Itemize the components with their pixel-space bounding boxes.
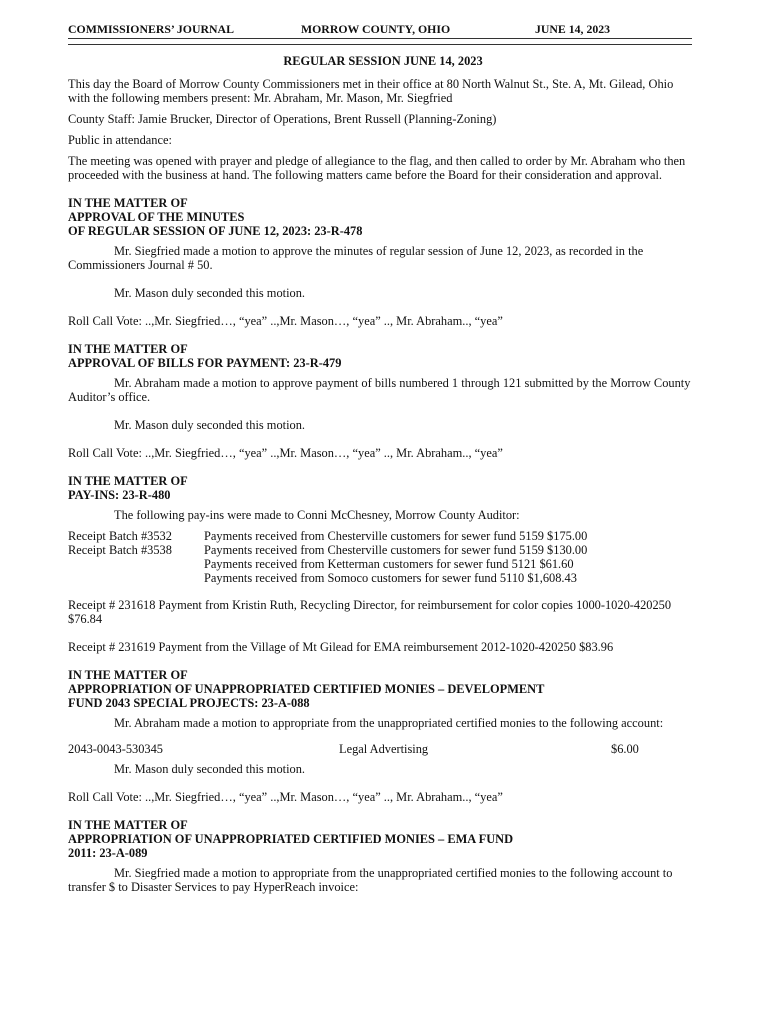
journal-page [68,22,698,901]
heading-line: IN THE MATTER OF [68,196,188,210]
journal-date: JUNE 14, 2023 [535,22,611,36]
heading-line: 2011: 23-A-089 [68,846,148,860]
heading-line: APPROVAL OF BILLS FOR PAYMENT: 23-R-479 [68,356,342,370]
members-present-paragraph: This day the Board of Morrow County Commissioners met in their office at 80 North Walnut St., Ste. A, Mt. Gilead, Ohio with the following members present: Mr. Abraham, Mr. Mason, Mr. Siegfried [68,77,674,105]
receipt-batch-label [68,571,204,585]
motion-paragraph: Mr. Abraham made a motion to appropriate from the unappropriated certified monies to the following account: [114,716,664,730]
account-amount: $6.00 [611,742,639,756]
header-divider [68,38,692,45]
journal-name: COMMISSIONERS’ JOURNAL [68,22,234,36]
heading-line: OF REGULAR SESSION OF JUNE 12, 2023: 23-R-478 [68,224,363,238]
heading-line: IN THE MATTER OF [68,474,188,488]
heading-line: IN THE MATTER OF [68,818,188,832]
receipt-batch-row [68,543,698,557]
journal-header [68,22,698,38]
heading-line: IN THE MATTER OF [68,668,188,682]
session-title: REGULAR SESSION JUNE 14, 2023 [283,54,483,68]
receipt-batch-row [68,557,698,571]
receipt-batch-text: Payments received from Ketterman customers for sewer fund 5121 $61.60 [204,557,574,571]
receipt-batch-list [68,529,698,585]
roll-call-vote: Roll Call Vote: ..,Mr. Siegfried…, “yea” ..,Mr. Mason…, “yea” .., Mr. Abraham.., “yea” [68,314,503,328]
receipt-paragraph: Receipt # 231618 Payment from Kristin Ruth, Recycling Director, for reimbursement for color copies 1000-1020-420250 $76.84 [68,598,672,626]
receipt-batch-label: Receipt Batch #3538 [68,543,172,557]
account-row [68,742,698,758]
receipt-batch-row [68,529,698,543]
heading-line: APPROPRIATION OF UNAPPROPRIATED CERTIFIED MONIES – EMA FUND [68,832,514,846]
section-heading-minutes [68,196,698,238]
section-heading-payins [68,474,698,502]
county-staff-paragraph: County Staff: Jamie Brucker, Director of Operations, Brent Russell (Planning-Zoning) [68,112,497,126]
motion-paragraph: Mr. Siegfried made a motion to appropriate from the unappropriated certified monies to the following account to transfer $ to Disaster Services to pay HyperReach invoice: [68,866,673,894]
section-heading-bills [68,342,698,370]
receipt-batch-text: Payments received from Chesterville customers for sewer fund 5159 $175.00 [204,529,588,543]
receipt-batch-row [68,571,698,585]
receipt-paragraph: Receipt # 231619 Payment from the Village of Mt Gilead for EMA reimbursement 2012-1020-420250 $83.96 [68,640,614,654]
second-paragraph: Mr. Mason duly seconded this motion. [114,286,306,300]
receipt-batch-label: Receipt Batch #3532 [68,529,172,543]
motion-paragraph: Mr. Abraham made a motion to approve payment of bills numbered 1 through 121 submitted by the Morrow County Auditor’s office. [68,376,691,404]
section-heading-development [68,668,698,710]
motion-paragraph: Mr. Siegfried made a motion to approve the minutes of regular session of June 12, 2023, as recorded in the Commissioners Journal # 50. [68,244,644,272]
roll-call-vote: Roll Call Vote: ..,Mr. Siegfried…, “yea” ..,Mr. Mason…, “yea” .., Mr. Abraham.., “yea” [68,446,503,460]
second-paragraph: Mr. Mason duly seconded this motion. [114,418,306,432]
heading-line: IN THE MATTER OF [68,342,188,356]
account-description: Legal Advertising [339,742,429,756]
heading-line: APPROPRIATION OF UNAPPROPRIATED CERTIFIED MONIES – DEVELOPMENT [68,682,545,696]
receipt-batch-text: Payments received from Chesterville customers for sewer fund 5159 $130.00 [204,543,588,557]
heading-line: PAY-INS: 23-R-480 [68,488,171,502]
county-name: MORROW COUNTY, OHIO [301,22,451,36]
receipt-batch-label [68,557,204,571]
heading-line: FUND 2043 SPECIAL PROJECTS: 23-A-088 [68,696,310,710]
section-heading-ema [68,818,698,860]
public-attendance-paragraph: Public in attendance: [68,133,172,147]
account-number: 2043-0043-530345 [68,742,163,756]
heading-line: APPROVAL OF THE MINUTES [68,210,245,224]
roll-call-vote: Roll Call Vote: ..,Mr. Siegfried…, “yea” ..,Mr. Mason…, “yea” .., Mr. Abraham.., “yea” [68,790,503,804]
second-paragraph: Mr. Mason duly seconded this motion. [114,762,306,776]
receipt-batch-text: Payments received from Somoco customers for sewer fund 5110 $1,608.43 [204,571,577,585]
opening-paragraph: The meeting was opened with prayer and pledge of allegiance to the flag, and then called to order by Mr. Abraham who then proceeded with the business at hand. The following matters came before the Board for their consideration and approval. [68,154,686,182]
payins-intro: The following pay-ins were made to Conni McChesney, Morrow County Auditor: [114,508,520,522]
